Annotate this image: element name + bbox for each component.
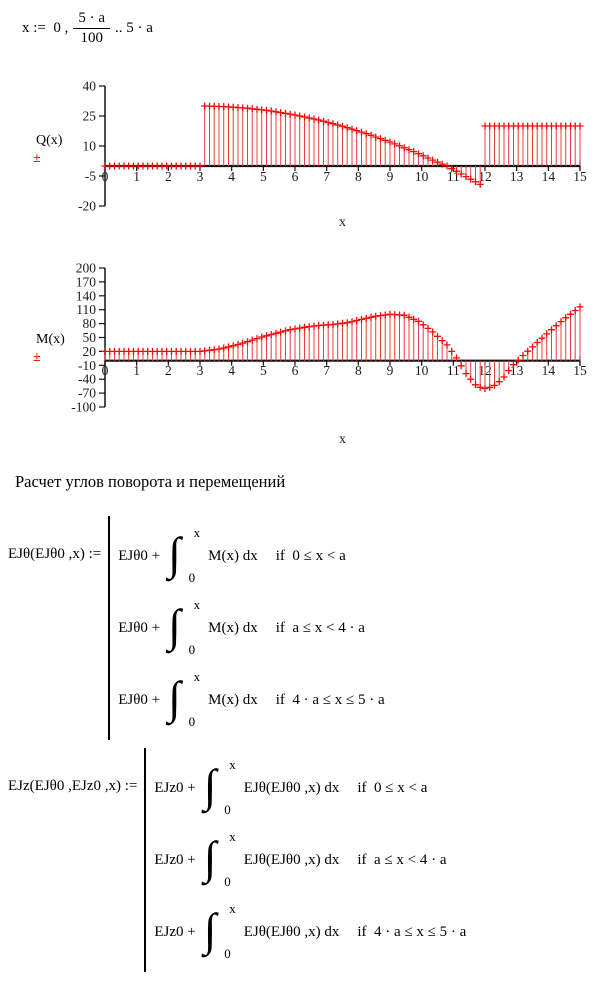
- svg-text:-40: -40: [78, 371, 96, 387]
- branch-condition: if 4 · a ≤ x ≤ 5 · a: [275, 691, 385, 708]
- svg-text:9: 9: [386, 363, 394, 378]
- svg-text:8: 8: [354, 169, 362, 184]
- branch-condition: if a ≤ x < 4 · a: [357, 851, 447, 868]
- q-shear-chart[interactable]: [0, 80, 616, 250]
- piecewise-bar: [144, 748, 466, 972]
- svg-text:-20: -20: [78, 198, 96, 214]
- integral-upper-limit: x: [229, 757, 236, 772]
- integral-lower-limit: 0: [224, 802, 231, 817]
- range-def-suffix: .. 5 · a: [115, 20, 153, 36]
- integral-glyph-icon: ∫: [203, 832, 217, 883]
- branch-row: [118, 664, 384, 736]
- branch-integrand: M(x) dx: [208, 619, 258, 636]
- svg-text:110: 110: [76, 302, 96, 318]
- svg-text:x: x: [338, 215, 346, 230]
- svg-text:4: 4: [228, 363, 236, 378]
- branch-row: [154, 896, 466, 968]
- integral-lower-limit: 0: [188, 642, 196, 657]
- svg-text:140: 140: [75, 288, 96, 304]
- fraction-denominator: 100: [80, 30, 103, 46]
- branch-integrand: EJθ(EJθ0 ,x) dx: [243, 851, 340, 868]
- svg-text:14: 14: [541, 363, 556, 378]
- svg-text:15: 15: [573, 363, 587, 378]
- svg-text:10: 10: [82, 138, 96, 154]
- svg-text:-10: -10: [78, 357, 96, 373]
- svg-text:25: 25: [82, 108, 96, 124]
- branch-integrand: M(x) dx: [208, 547, 258, 564]
- integral-upper-limit: x: [193, 525, 201, 540]
- integral-upper-limit: x: [229, 829, 236, 844]
- svg-text:2: 2: [164, 363, 172, 378]
- branch-pre: EJθ0 +: [118, 691, 161, 708]
- svg-text:80: 80: [82, 316, 96, 332]
- integral-upper-limit: x: [193, 669, 201, 684]
- svg-text:0: 0: [101, 363, 109, 378]
- integral-lower-limit: 0: [188, 714, 196, 729]
- svg-text:15: 15: [573, 169, 587, 184]
- fraction: [73, 10, 110, 47]
- svg-text:3: 3: [196, 363, 204, 378]
- branch-pre: EJz0 +: [154, 779, 196, 796]
- svg-text:0: 0: [101, 169, 109, 184]
- range-def-prefix: x := 0 ,: [22, 20, 69, 36]
- svg-text:7: 7: [323, 363, 331, 378]
- svg-text:50: 50: [82, 330, 96, 346]
- m-trace-label: M(x): [36, 332, 65, 347]
- branch-row: [118, 520, 384, 592]
- fraction-numerator: 5 · a: [73, 10, 110, 29]
- integral-upper-limit: x: [193, 597, 201, 612]
- svg-text:5: 5: [259, 363, 267, 378]
- branch-pre: EJz0 +: [154, 923, 196, 940]
- branch-integrand: EJθ(EJθ0 ,x) dx: [243, 923, 340, 940]
- branch-pre: EJθ0 +: [118, 547, 161, 564]
- svg-text:12: 12: [478, 363, 492, 378]
- svg-text:x: x: [338, 432, 346, 447]
- integral-lower-limit: 0: [224, 874, 231, 889]
- integral-sign: [204, 757, 238, 819]
- svg-text:3: 3: [196, 169, 204, 184]
- svg-text:40: 40: [82, 80, 96, 94]
- q-legend-marker-icon: ±: [33, 151, 41, 166]
- svg-text:6: 6: [291, 363, 299, 378]
- branch-row: [118, 592, 384, 664]
- integral-sign: [168, 525, 202, 587]
- range-definition[interactable]: [22, 10, 153, 47]
- svg-text:13: 13: [509, 169, 524, 184]
- integral-lower-limit: 0: [224, 946, 231, 961]
- ej-z-formula[interactable]: [8, 748, 466, 972]
- svg-text:-5: -5: [84, 168, 96, 184]
- branch-condition: if 0 ≤ x < a: [275, 547, 346, 564]
- m-moment-chart[interactable]: [0, 258, 616, 458]
- branch-integrand: M(x) dx: [208, 691, 258, 708]
- svg-text:10: 10: [414, 363, 429, 378]
- integral-sign: [168, 669, 202, 731]
- svg-text:-70: -70: [78, 385, 96, 401]
- svg-text:2: 2: [164, 169, 172, 184]
- integral-glyph-icon: ∫: [203, 904, 217, 955]
- svg-text:13: 13: [509, 363, 524, 378]
- integral-sign: [204, 829, 238, 891]
- integral-sign: [204, 901, 238, 963]
- branch-pre: EJθ0 +: [118, 619, 161, 636]
- svg-text:20: 20: [82, 343, 96, 359]
- integral-glyph-icon: ∫: [168, 528, 181, 579]
- svg-text:9: 9: [386, 169, 394, 184]
- branch-condition: if 4 · a ≤ x ≤ 5 · a: [357, 923, 467, 940]
- piecewise-bar: [108, 516, 384, 740]
- svg-text:200: 200: [75, 260, 96, 276]
- svg-text:10: 10: [414, 169, 429, 184]
- branch-integrand: EJθ(EJθ0 ,x) dx: [243, 779, 340, 796]
- q-plot-svg: [40, 80, 600, 240]
- m-plot-svg: [40, 258, 600, 453]
- svg-text:5: 5: [259, 169, 267, 184]
- integral-glyph-icon: ∫: [168, 600, 181, 651]
- integral-sign: [168, 597, 202, 659]
- m-legend-marker-icon: ±: [33, 350, 41, 365]
- branch-row: [154, 752, 466, 824]
- svg-text:-100: -100: [71, 399, 96, 415]
- svg-text:4: 4: [228, 169, 236, 184]
- svg-text:7: 7: [323, 169, 331, 184]
- section-heading: Расчет углов поворота и перемещений: [15, 472, 286, 491]
- integral-upper-limit: x: [229, 901, 236, 916]
- formula-lhs: EJθ(EJθ0 ,x) :=: [8, 546, 102, 562]
- branch-row: [154, 824, 466, 896]
- integral-glyph-icon: ∫: [168, 672, 181, 723]
- branch-condition: if a ≤ x < 4 · a: [275, 619, 365, 636]
- branch-pre: EJz0 +: [154, 851, 196, 868]
- svg-text:11: 11: [446, 169, 460, 184]
- svg-text:12: 12: [478, 169, 492, 184]
- formula-lhs: EJz(EJθ0 ,EJz0 ,x) :=: [8, 778, 138, 794]
- svg-text:6: 6: [291, 169, 299, 184]
- svg-text:1: 1: [133, 363, 141, 378]
- svg-text:14: 14: [541, 169, 556, 184]
- svg-text:8: 8: [354, 363, 362, 378]
- ej-theta-formula[interactable]: [8, 516, 385, 740]
- svg-text:170: 170: [75, 274, 96, 290]
- svg-text:1: 1: [133, 169, 141, 184]
- q-trace-label: Q(x): [36, 133, 63, 148]
- svg-text:11: 11: [446, 363, 460, 378]
- integral-lower-limit: 0: [188, 570, 196, 585]
- branch-condition: if 0 ≤ x < a: [357, 779, 428, 796]
- integral-glyph-icon: ∫: [203, 760, 217, 811]
